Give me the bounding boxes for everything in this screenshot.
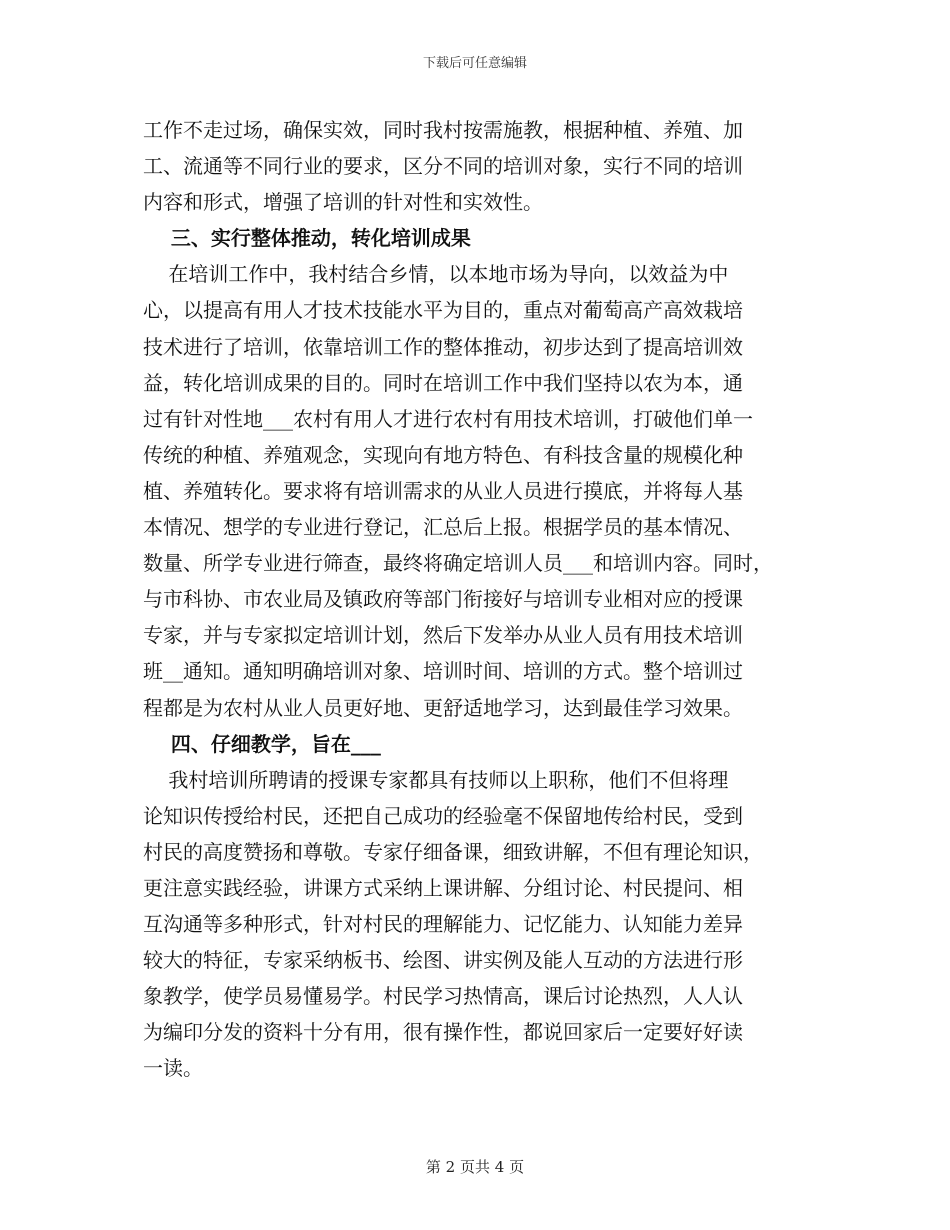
paragraph-line: 象教学，使学员易懂易学。村民学习热情高，课后讨论热烈，人人认 (143, 984, 743, 1009)
paragraph-line: 传统的种植、养殖观念，实现向有地方特色、有科技含量的规模化种 (143, 442, 743, 467)
section-heading-3: 三、实行整体推动，转化培训成果 (143, 226, 471, 251)
paragraph-line: 村民的高度赞扬和尊敬。专家仔细备课，细致讲解，不但有理论知识， (143, 839, 763, 864)
paragraph-line: 论知识传授给村民，还把自己成功的经验毫不保留地传给村民，受到 (143, 803, 743, 828)
paragraph-line: 一读。 (143, 1056, 203, 1081)
paragraph-line: 我村培训所聘请的授课专家都具有技师以上职称，他们不但将理 (143, 767, 729, 792)
paragraph-line: 内容和形式，增强了培训的针对性和实效性。 (143, 190, 543, 215)
paragraph-line: 在培训工作中，我村结合乡情，以本地市场为导向，以效益为中 (143, 262, 729, 287)
paragraph-line: 专家，并与专家拟定培训计划，然后下发举办从业人员有用技术培训 (143, 623, 743, 648)
paragraph-line: 植、养殖转化。要求将有培训需求的从业人员进行摸底，并将每人基 (143, 478, 743, 503)
page-header: 下载后可任意编辑 (422, 56, 527, 71)
paragraph-line: 更注意实践经验，讲课方式采纳上课讲解、分组讨论、村民提问、相 (143, 875, 743, 900)
paragraph-line: 互沟通等多种形式，针对村民的理解能力、记忆能力、认知能力差异 (143, 912, 743, 937)
paragraph-line: 技术进行了培训，依靠培训工作的整体推动，初步达到了提高培训效 (143, 334, 743, 359)
paragraph-line: 与市科协、市农业局及镇政府等部门衔接好与培训专业相对应的授课 (143, 587, 743, 612)
paragraph-line: 班__通知。通知明确培训对象、培训时间、培训的方式。整个培训过 (143, 659, 743, 684)
paragraph-line: 数量、所学专业进行筛查，最终将确定培训人员___和培训内容。同时， (143, 551, 773, 576)
document-body (143, 112, 815, 1087)
page-footer: 第 2 页共 4 页 (425, 1158, 525, 1176)
paragraph-line: 程都是为农村从业人员更好地、更舒适地学习，达到最佳学习效果。 (143, 695, 743, 720)
paragraph-line: 工、流通等不同行业的要求，区分不同的培训对象，实行不同的培训 (143, 154, 743, 179)
paragraph-line: 心，以提高有用人才技术技能水平为目的，重点对葡萄高产高效栽培 (143, 298, 743, 323)
section-heading-4: 四、仔细教学，旨在___ (143, 731, 381, 756)
paragraph-line: 本情况、想学的专业进行登记，汇总后上报。根据学员的基本情况、 (143, 515, 743, 540)
paragraph-line: 工作不走过场，确保实效，同时我村按需施教，根据种植、养殖、加 (143, 118, 743, 142)
paragraph-line: 益，转化培训成果的目的。同时在培训工作中我们坚持以农为本，通 (143, 370, 743, 395)
paragraph-line: 为编印分发的资料十分有用，很有操作性，都说回家后一定要好好读 (143, 1020, 743, 1045)
paragraph-line: 较大的特征，专家采纳板书、绘图、讲实例及能人互动的方法进行形 (143, 948, 743, 973)
paragraph-line: 过有针对性地___农村有用人才进行农村有用技术培训，打破他们单一 (143, 406, 753, 431)
